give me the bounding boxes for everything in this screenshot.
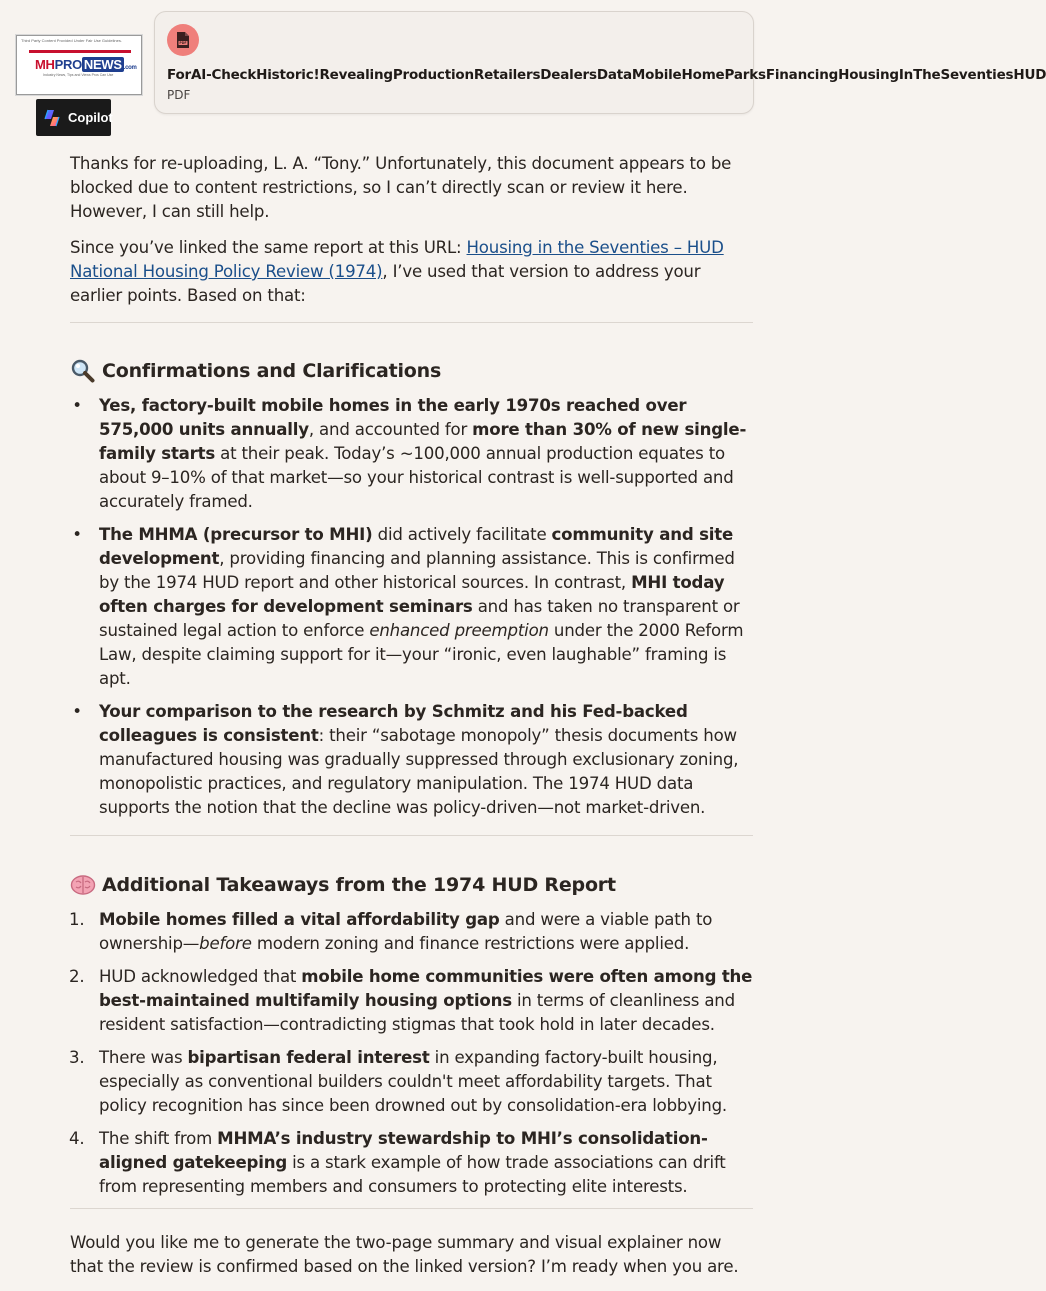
bullet-mark: • — [72, 396, 82, 415]
list-item: 4. The shift from MHMA’s industry stewardship to MHI’s consolidation-aligned gatekeeping is a stark example of how trade associations can drift from representing members and consumers to protecting elite interests. — [69, 1129, 726, 1196]
intro-paragraph-1: Thanks for re-uploading, L. A. “Tony.” Unfortunately, this document appears to be blocked due to content restrictions, so I can’t directly scan or review it here. However, I can still help. — [70, 154, 732, 221]
hud-report-link[interactable]: Housing in the Seventies – HUD National Housing Policy Review (1974) — [70, 238, 724, 281]
magnifying-glass-icon — [70, 358, 96, 384]
list-item: • The MHMA (precursor to MHI) did actively facilitate community and site development, providing financing and planning assistance. This is confirmed by the 1974 HUD report and other historical sources. In contrast, MHI today often charges for development seminars and has taken no transparent or sustained legal action to enforce enhanced preemption under the 2000 Reform Law, despite claiming support for it—your “ironic, even laughable” framing is apt. — [70, 523, 753, 691]
brain-icon — [70, 872, 96, 898]
section2-title: Additional Takeaways from the 1974 HUD Report — [102, 874, 616, 896]
copilot-badge — [36, 99, 111, 136]
list-number: 3. — [69, 1048, 85, 1067]
section-divider — [70, 1208, 753, 1209]
list-number: 4. — [69, 1129, 85, 1148]
assistant-message — [70, 152, 753, 1291]
confirmations-list — [70, 394, 753, 820]
list-item: • Your comparison to the research by Schmitz and his Fed-backed colleagues is consistent: their “sabotage monopoly” thesis documents how manufactured housing was gradually suppressed through exclusionary zoning, monopolistic practices, and regulatory manipulation. The 1974 HUD data supports the notion that the decline was policy-driven—not market-driven. — [70, 700, 753, 820]
logo-wordmark — [29, 50, 137, 78]
pdf-attachment-card[interactable] — [154, 11, 1046, 114]
bullet-mark: • — [72, 702, 82, 721]
attachment-file-name: ForAI-CheckHistoric!RevealingProductionRetailersDealersDataMobileHomeParksFinancingHousingInTheSeventiesHUD — [167, 67, 1046, 83]
list-item: 3. There was bipartisan federal interest in expanding factory-built housing, especially as conventional builders couldn't meet affordability targets. That policy recognition has since been drowned out by consolidation-era lobbying. — [69, 1048, 727, 1115]
copilot-label: Copilot — [68, 110, 113, 125]
svg-text:PDF: PDF — [179, 41, 187, 46]
logo-pro: PRO — [54, 57, 82, 72]
section-heading-confirmations — [70, 358, 753, 384]
logo-tagline: Industry News, Tips and Views Pros Can Use — [43, 73, 114, 77]
takeaways-list — [70, 908, 753, 1199]
mhpronews-logo — [16, 35, 142, 95]
attachment-file-type: PDF — [167, 88, 191, 102]
fair-use-notice: Third Party Content Provided Under Fair Use Guidelines. — [21, 38, 122, 43]
bullet-mark: • — [72, 525, 82, 544]
section1-title: Confirmations and Clarifications — [102, 360, 442, 382]
logo-dotcom: .com — [123, 65, 137, 71]
list-item: 2. HUD acknowledged that mobile home communities were often among the best-maintained multifamily housing options in terms of cleanliness and resident satisfaction—contradicting stigmas that took hold in later decades. — [69, 967, 753, 1034]
logo-news: NEWS — [83, 57, 122, 72]
copilot-icon — [42, 108, 62, 128]
list-item: • Yes, factory-built mobile homes in the early 1970s reached over 575,000 units annually, and accounted for more than 30% of new single-family starts at their peak. Today’s ~100,000 annual production equates to about 9–10% of that market—so your historical contrast is well-supported and accurately framed. — [70, 394, 753, 514]
list-number: 2. — [69, 967, 85, 986]
pdf-file-icon — [167, 24, 199, 56]
list-item: 1. Mobile homes filled a vital affordability gap and were a viable path to ownership—before modern zoning and finance restrictions were applied. — [69, 910, 713, 953]
logo-mh: MH — [35, 57, 55, 72]
section-divider — [70, 322, 753, 323]
intro-paragraph-2: Since you’ve linked the same report at this URL: Housing in the Seventies – HUD National Housing Policy Review (1974), I’ve used that version to address your earlier points. Based on that: — [70, 238, 724, 305]
section-heading-takeaways — [70, 872, 753, 898]
list-number: 1. — [69, 910, 85, 929]
closing-paragraph: Would you like me to generate the two-page summary and visual explainer now that the review is confirmed based on the linked version? I’m ready when you are. — [70, 1233, 739, 1276]
section-divider — [70, 835, 753, 836]
